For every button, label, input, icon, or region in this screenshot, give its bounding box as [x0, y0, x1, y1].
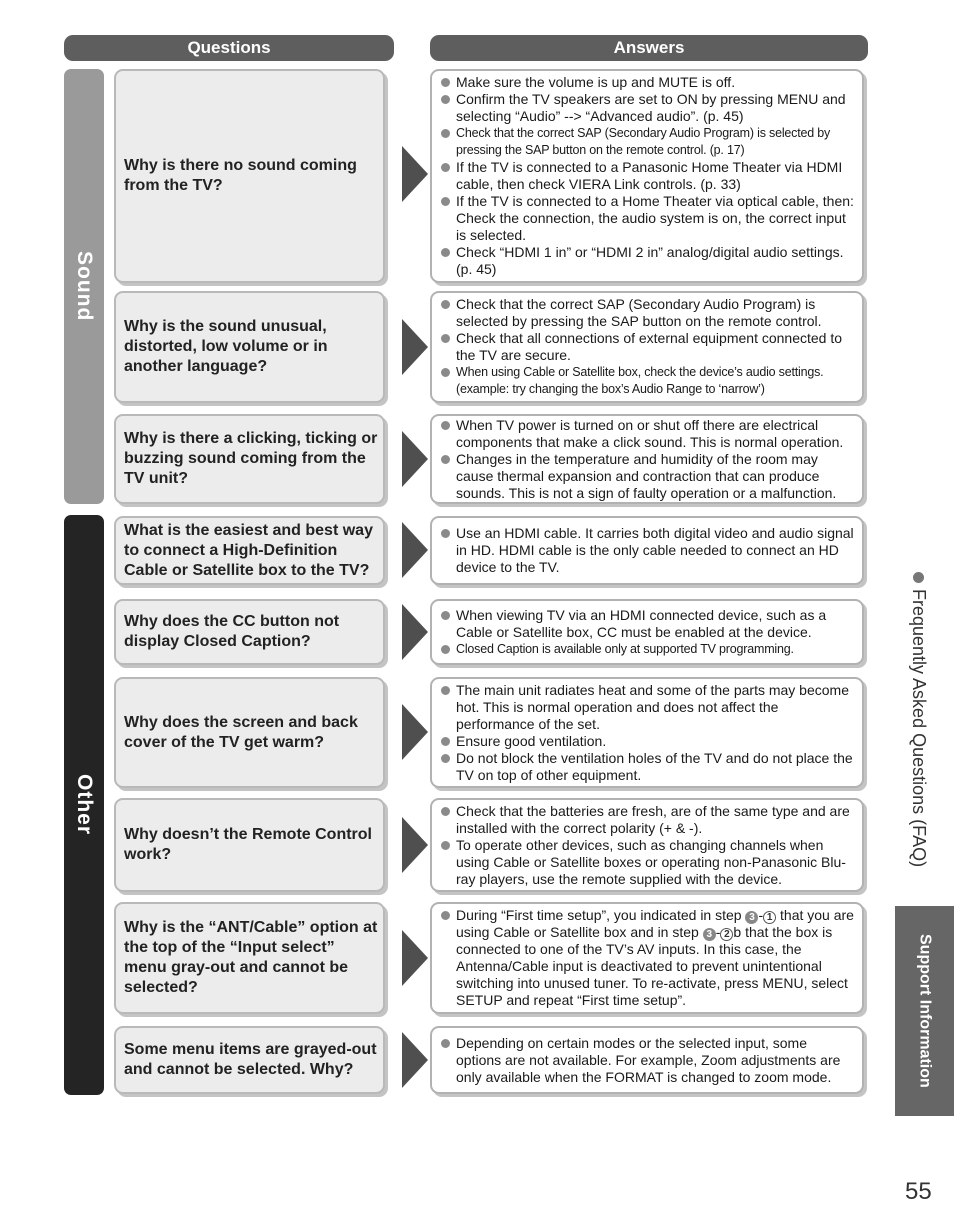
answer-box — [430, 599, 864, 665]
answer-text: Do not block the ventilation holes of the TV and do not place the TV on top of other equipment. — [456, 749, 853, 783]
arrow-right-icon — [402, 431, 428, 487]
substep-number-icon: 2 — [720, 928, 733, 941]
bullet-icon — [441, 95, 450, 104]
questions-header: Questions — [64, 35, 394, 61]
answer-text: Check that all connections of external equipment connected to the TV are secure. — [456, 330, 843, 363]
answer-text: - — [715, 924, 721, 940]
bullet-icon — [441, 754, 450, 763]
section-title-faq — [908, 572, 929, 867]
bullet-icon — [441, 334, 450, 343]
answer-text: The main unit radiates heat and some of the parts may become hot. This is normal operation and does not affect the performance of the set. — [456, 681, 849, 732]
answer-item — [440, 1035, 856, 1086]
answer-text: Make sure the volume is up and MUTE is off. — [456, 74, 736, 90]
answer-text: Changes in the temperature and humidity of the room may cause thermal expansion and contraction that can produce sounds. This is not a sign of faulty operation or a malfunction. — [456, 450, 837, 501]
answer-text: To operate other devices, such as changing channels when using Cable or Satellite boxes or operating non-Panasonic Blu-ray players, use the remote supplied with the device. — [456, 836, 846, 887]
answer-box — [430, 516, 864, 585]
question-box — [114, 677, 385, 788]
bullet-icon — [441, 248, 450, 257]
question-box — [114, 291, 385, 403]
arrow-right-icon — [402, 817, 428, 873]
question-text: Why does the screen and back cover of the TV get warm? — [124, 713, 358, 751]
question-text: Why is there a clicking, ticking or buzzing sound coming from the TV unit? — [124, 430, 378, 487]
question-text: Why does the CC button not display Closed Caption? — [124, 613, 340, 650]
support-information-tab — [895, 906, 954, 1116]
answer-box — [430, 798, 864, 892]
answer-item — [440, 750, 856, 784]
answer-text: Use an HDMI cable. It carries both digital video and audio signal in HD. HDMI cable is the only cable needed to connect an HD device to the TV. — [456, 525, 854, 575]
answer-box — [430, 677, 864, 788]
bullet-icon — [441, 611, 450, 620]
arrow-right-icon — [402, 704, 428, 760]
arrow-right-icon — [402, 522, 428, 578]
answer-box — [430, 414, 864, 504]
answer-text: Check that the correct SAP (Secondary Audio Program) is selected by pressing the SAP button on the remote control. (p. 17) — [456, 126, 831, 157]
bullet-icon — [441, 529, 450, 538]
question-box — [114, 69, 385, 283]
answer-text: - — [758, 907, 764, 923]
question-text: Why doesn’t the Remote Control work? — [124, 826, 372, 863]
category-sound-label: Sound — [73, 251, 96, 322]
answer-text: that you are using Cable or Satellite box and in step — [456, 907, 854, 940]
question-box — [114, 599, 385, 665]
answer-text: Check that the batteries are fresh, are of the same type and are installed with the correct polarity (+ & -). — [456, 802, 850, 836]
answer-item — [440, 159, 856, 193]
arrow-right-icon — [402, 604, 428, 660]
answer-box — [430, 1026, 864, 1094]
support-information-label: Support Information — [916, 934, 934, 1088]
answer-item — [440, 296, 856, 330]
question-box — [114, 414, 385, 504]
category-sound-tab — [64, 69, 104, 504]
answer-item — [440, 837, 856, 888]
answer-item — [440, 451, 856, 502]
arrow-right-icon — [402, 319, 428, 375]
bullet-icon — [441, 129, 450, 138]
step-number-icon: 3 — [703, 928, 716, 941]
answer-item — [440, 803, 856, 837]
bullet-icon — [913, 572, 924, 583]
question-text: Why is the “ANT/Cable” option at the top of the “Input select” menu gray-out and cannot be selected? — [124, 919, 378, 996]
question-box — [114, 1026, 385, 1094]
question-text: Why is there no sound coming from the TV? — [124, 157, 357, 194]
section-title-faq-label: Frequently Asked Questions (FAQ) — [909, 589, 929, 868]
answer-box — [430, 69, 864, 283]
answer-item — [440, 607, 856, 641]
answer-item — [440, 907, 856, 1009]
answer-item — [440, 682, 856, 733]
bullet-icon — [441, 455, 450, 464]
answer-item — [440, 525, 856, 576]
bullet-icon — [441, 1039, 450, 1048]
category-other-tab — [64, 515, 104, 1095]
step-number-icon: 3 — [745, 911, 758, 924]
answers-header: Answers — [430, 35, 868, 61]
substep-number-icon: 1 — [763, 911, 776, 924]
answer-box — [430, 902, 864, 1014]
bullet-icon — [441, 163, 450, 172]
question-text: Some menu items are grayed-out and cannot be selected. Why? — [124, 1041, 377, 1078]
answer-item — [440, 364, 856, 398]
answer-text: During “First time setup”, you indicated in step — [456, 907, 746, 923]
page-number: 55 — [905, 1178, 932, 1205]
question-text: Why is the sound unusual, distorted, low volume or in another language? — [124, 318, 328, 375]
answer-item — [440, 244, 856, 278]
answer-text: Closed Caption is available only at supported TV programming. — [456, 641, 794, 656]
question-box — [114, 902, 385, 1014]
bullet-icon — [441, 300, 450, 309]
answer-item — [440, 417, 856, 451]
answer-item — [440, 193, 856, 244]
arrow-right-icon — [402, 1032, 428, 1088]
answer-text: When viewing TV via an HDMI connected device, such as a Cable or Satellite box, CC must be enabled at the device. — [456, 606, 827, 640]
answer-text: Ensure good ventilation. — [456, 732, 607, 749]
answer-item — [440, 641, 856, 658]
answer-text: If the TV is connected to a Home Theater via optical cable, then: Check the connection, the audio system is on, the correct input is selected. — [456, 193, 854, 243]
answer-item — [440, 733, 856, 750]
answer-item — [440, 74, 856, 91]
answer-text: Depending on certain modes or the selected input, some options are not available. For example, Zoom adjustments are only available when the FORMAT is changed to zoom mode. — [456, 1034, 841, 1085]
answer-text: Confirm the TV speakers are set to ON by pressing MENU and selecting “Audio” --> “Advanced audio”. (p. 45) — [456, 91, 846, 124]
answer-text: When TV power is turned on or shut off there are electrical components that make a click sound. This is normal operation. — [456, 416, 844, 450]
answer-item — [440, 125, 856, 159]
question-text: What is the easiest and best way to connect a High-Definition Cable or Satellite box to the TV? — [124, 521, 373, 579]
bullet-icon — [441, 686, 450, 695]
answer-text: Check that the correct SAP (Secondary Audio Program) is selected by pressing the SAP button on the remote control. — [456, 296, 822, 329]
arrow-right-icon — [402, 146, 428, 202]
bullet-icon — [441, 78, 450, 87]
bullet-icon — [441, 368, 450, 377]
bullet-icon — [441, 737, 450, 746]
question-box — [114, 798, 385, 892]
category-other-label: Other — [73, 774, 96, 836]
answer-item — [440, 330, 856, 364]
answer-item — [440, 91, 856, 125]
bullet-icon — [441, 807, 450, 816]
question-box — [114, 516, 385, 585]
bullet-icon — [441, 911, 450, 920]
answer-box — [430, 291, 864, 403]
answer-text: b that the box is connected to one of the TV’s AV inputs. In this case, the Antenna/Cable input is deactivated to prevent unintentional switching into unused tuner. To re-activate, press MENU, select SETUP and repeat “First time setup”. — [456, 924, 848, 1008]
bullet-icon — [441, 421, 450, 430]
answer-text: When using Cable or Satellite box, check the device’s audio settings. (example: try changing the box’s Audio Range to ‘narrow’) — [456, 365, 824, 396]
answer-text: If the TV is connected to a Panasonic Home Theater via HDMI cable, then check VIERA Link controls. (p. 33) — [456, 159, 843, 192]
answer-text: Check “HDMI 1 in” or “HDMI 2 in” analog/digital audio settings. (p. 45) — [456, 244, 844, 277]
bullet-icon — [441, 645, 450, 654]
arrow-right-icon — [402, 930, 428, 986]
bullet-icon — [441, 841, 450, 850]
bullet-icon — [441, 197, 450, 206]
